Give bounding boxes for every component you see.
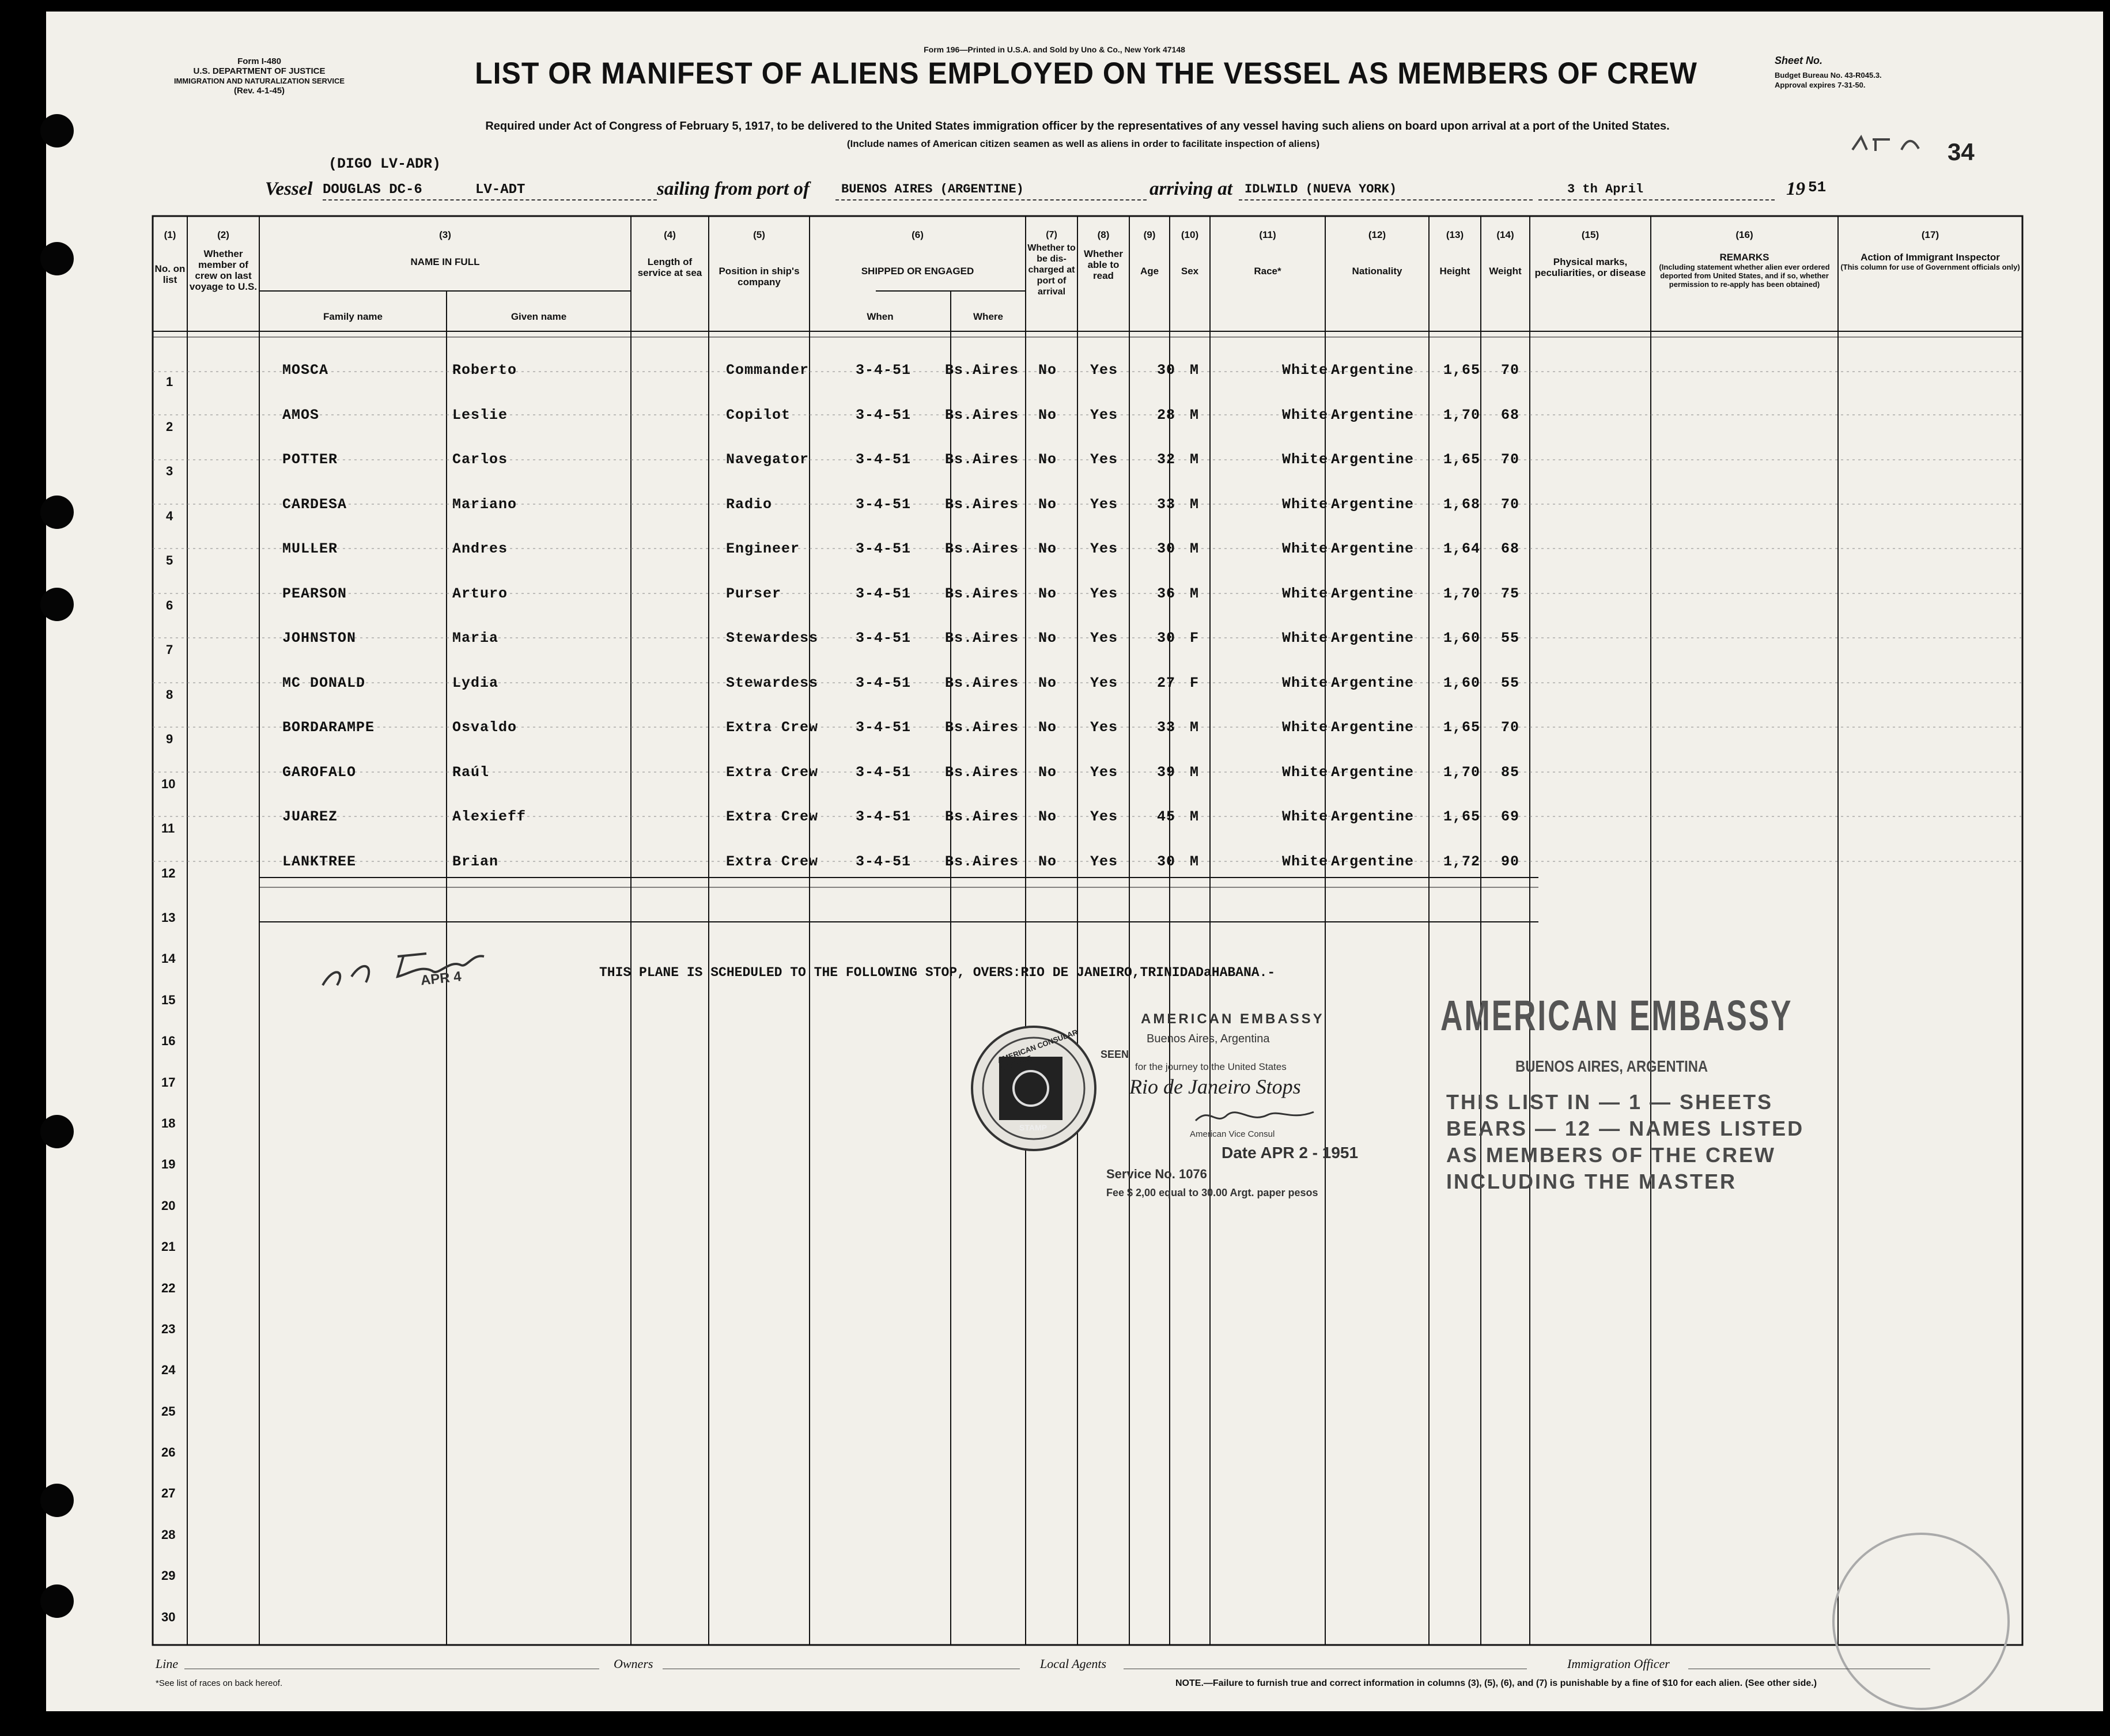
- cell-given: Andres: [452, 540, 508, 557]
- col-header-name: [259, 229, 631, 267]
- cell-sex: M: [1190, 362, 1200, 379]
- cell-when: 3-4-51: [856, 540, 912, 557]
- cell-discharged: No: [1038, 674, 1057, 691]
- empty-row-number: 19: [161, 1157, 176, 1172]
- cell-position: Purser: [726, 585, 782, 602]
- empty-row-number: 26: [161, 1445, 176, 1460]
- cell-where: Bs.Aires: [945, 540, 1019, 557]
- cell-where: Bs.Aires: [945, 853, 1019, 870]
- col-label: SHIPPED OR ENGAGED: [861, 266, 974, 277]
- col-given-name: Given name: [511, 311, 567, 322]
- cell-discharged: No: [1038, 719, 1057, 736]
- cell-nationality: Argentine: [1331, 496, 1415, 513]
- cell-race: White: [1282, 451, 1329, 468]
- cell-age: 33: [1157, 496, 1176, 513]
- row-number: 12: [161, 865, 176, 880]
- cell-weight: 69: [1501, 808, 1520, 825]
- cell-sex: M: [1190, 540, 1200, 557]
- col-label: Whether member of crew on last voyage to U.S.: [189, 248, 258, 292]
- col-label: Race*: [1254, 266, 1281, 277]
- col-label: No. on list: [154, 263, 186, 285]
- schedule-note: THIS PLANE IS SCHEDULED TO THE FOLLOWING STOP, OVERS:RIO DE JANEIRO,TRINIDADaHABANA.-: [599, 965, 1276, 980]
- cell-weight: 70: [1501, 496, 1520, 513]
- cell-where: Bs.Aires: [945, 808, 1019, 825]
- cell-discharged: No: [1038, 362, 1057, 379]
- col-num: (13): [1446, 229, 1464, 240]
- col-label: Whether to be dis-charged at port of arrival: [1027, 243, 1076, 297]
- col-label: Physical marks, peculiarities, or disease: [1534, 256, 1646, 278]
- col-num: (17): [1921, 229, 1939, 240]
- col-num: (14): [1496, 229, 1514, 240]
- cell-weight: 85: [1501, 763, 1520, 781]
- sailing-label: sailing from port of: [657, 179, 810, 199]
- cell-age: 39: [1157, 763, 1176, 781]
- empty-row-number: 20: [161, 1198, 176, 1213]
- cell-family: JOHNSTON: [282, 630, 357, 646]
- registration-note: (DIGO LV-ADR): [328, 156, 441, 172]
- empty-row-number: 30: [161, 1609, 176, 1624]
- cell-weight: 75: [1501, 585, 1520, 602]
- empty-row-number: 27: [161, 1486, 176, 1501]
- cell-weight: 55: [1501, 674, 1520, 691]
- cell-race: White: [1282, 763, 1329, 781]
- empty-row-number: 15: [161, 992, 176, 1007]
- footer-officer-label: Immigration Officer: [1567, 1656, 1670, 1671]
- cell-position: Extra Crew: [726, 853, 819, 870]
- footer-fine-note: NOTE.—Failure to furnish true and correct information in columns (3), (5), (6), and (7) is punishable by a fine of $10 for each alien. (See other side.): [1175, 1678, 1817, 1688]
- col-num: (4): [664, 229, 676, 240]
- year-written: 51: [1808, 179, 1827, 196]
- cell-height: 1,60: [1443, 674, 1481, 691]
- row-number: 9: [166, 732, 173, 746]
- cell-given: Maria: [452, 630, 499, 646]
- cell-position: Extra Crew: [726, 808, 819, 825]
- cell-age: 45: [1157, 808, 1176, 825]
- cell-race: White: [1282, 406, 1329, 423]
- budget-bureau: Budget Bureau No. 43-R045.3.: [1775, 71, 1882, 80]
- cell-where: Bs.Aires: [945, 630, 1019, 646]
- vice-consul-signature: [1193, 1103, 1319, 1129]
- cell-nationality: Argentine: [1331, 719, 1415, 736]
- vessel-registration: LV-ADT: [475, 182, 525, 198]
- embassy-stamp-city: BUENOS AIRES, ARGENTINA: [1515, 1057, 1708, 1075]
- empty-row-number: 18: [161, 1115, 176, 1130]
- cell-given: Carlos: [452, 451, 508, 468]
- cell-nationality: Argentine: [1331, 406, 1415, 423]
- cell-when: 3-4-51: [856, 674, 912, 691]
- cell-sex: M: [1190, 763, 1200, 781]
- cell-read: Yes: [1090, 719, 1118, 736]
- cell-read: Yes: [1090, 808, 1118, 825]
- col-num: (11): [1259, 229, 1276, 240]
- cell-read: Yes: [1090, 451, 1118, 468]
- col-label: Whether able to read: [1084, 248, 1123, 281]
- col-header-position: [709, 229, 810, 288]
- cell-age: 33: [1157, 719, 1176, 736]
- seal-stamp-text: STAMP: [1019, 1123, 1047, 1132]
- cell-height: 1,70: [1443, 763, 1481, 781]
- col-header-discharged: [1026, 229, 1077, 297]
- col-label: Length of service at sea: [637, 256, 702, 278]
- col-header-race: [1210, 229, 1325, 277]
- cell-sex: M: [1190, 853, 1200, 870]
- cell-age: 30: [1157, 630, 1176, 646]
- col-num: (8): [1097, 229, 1110, 240]
- cell-read: Yes: [1090, 362, 1118, 379]
- cell-discharged: No: [1038, 853, 1057, 870]
- signature-icon: [1193, 1103, 1319, 1129]
- row-number: 8: [166, 687, 173, 702]
- page-subtitle: Required under Act of Congress of February 5, 1917, to be delivered to the United States immigration officer by the representatives of any vessel having such aliens on board upon arrival at a port of the United States.: [485, 120, 1670, 133]
- service-name: IMMIGRATION AND NATURALIZATION SERVICE: [173, 77, 345, 85]
- cell-read: Yes: [1090, 674, 1118, 691]
- cell-given: Alexieff: [452, 808, 527, 825]
- cell-height: 1,65: [1443, 362, 1481, 379]
- cell-position: Commander: [726, 362, 810, 379]
- include-note: (Include names of American citizen seamen as well as aliens in order to facilitate inspection of aliens): [846, 138, 1320, 149]
- cell-when: 3-4-51: [856, 630, 912, 646]
- embassy-line: BEARS — 12 — NAMES LISTED: [1446, 1117, 1805, 1140]
- cell-height: 1,72: [1443, 853, 1481, 870]
- cell-sex: M: [1190, 406, 1200, 423]
- cell-position: Copilot: [726, 406, 791, 423]
- col-num: (9): [1143, 229, 1156, 240]
- corner-mark: 34: [1948, 138, 1975, 165]
- cell-when: 3-4-51: [856, 719, 912, 736]
- cell-weight: 55: [1501, 630, 1520, 646]
- cell-sex: M: [1190, 585, 1200, 602]
- row-number: 7: [166, 642, 173, 657]
- cell-sex: M: [1190, 451, 1200, 468]
- col-label: Age: [1140, 266, 1159, 277]
- cell-sex: M: [1190, 808, 1200, 825]
- cell-where: Bs.Aires: [945, 406, 1019, 423]
- col-header-remarks: [1651, 229, 1838, 289]
- consul-embassy: AMERICAN EMBASSY: [1141, 1011, 1325, 1027]
- cell-discharged: No: [1038, 451, 1057, 468]
- cell-sex: F: [1190, 630, 1200, 646]
- empty-row-number: 24: [161, 1363, 176, 1378]
- cell-race: White: [1282, 540, 1329, 557]
- cell-discharged: No: [1038, 406, 1057, 423]
- col-header-action: [1838, 229, 2022, 271]
- consul-vice-consul: American Vice Consul: [1190, 1129, 1275, 1139]
- col-header-service: [631, 229, 709, 278]
- cell-when: 3-4-51: [856, 853, 912, 870]
- sheet-no-label: Sheet No.: [1775, 55, 1823, 66]
- col-header-height: [1429, 229, 1481, 277]
- cell-race: White: [1282, 719, 1329, 736]
- cell-height: 1,65: [1443, 719, 1481, 736]
- cell-height: 1,68: [1443, 496, 1481, 513]
- cell-age: 30: [1157, 540, 1176, 557]
- arriving-label: arriving at: [1149, 179, 1232, 199]
- col-when: When: [867, 311, 894, 322]
- consul-journey: for the journey to the United States: [1135, 1061, 1287, 1072]
- cell-height: 1,65: [1443, 808, 1481, 825]
- empty-row-number: 21: [161, 1239, 176, 1254]
- row-number: 5: [166, 553, 173, 568]
- cell-age: 30: [1157, 853, 1176, 870]
- revision: (Rev. 4-1-45): [233, 86, 285, 96]
- consul-date: Date APR 2 - 1951: [1222, 1144, 1359, 1162]
- cell-family: CARDESA: [282, 496, 347, 513]
- cell-age: 32: [1157, 451, 1176, 468]
- cell-family: LANKTREE: [282, 853, 357, 870]
- cell-family: BORDARAMPE: [282, 719, 375, 736]
- cell-given: Raúl: [452, 763, 490, 781]
- col-header-sex: [1170, 229, 1210, 277]
- cell-discharged: No: [1038, 630, 1057, 646]
- cell-when: 3-4-51: [856, 451, 912, 468]
- row-number: 10: [161, 776, 176, 791]
- col-label: REMARKS: [1719, 252, 1769, 263]
- cell-position: Radio: [726, 496, 773, 513]
- cell-nationality: Argentine: [1331, 451, 1415, 468]
- cell-height: 1,60: [1443, 630, 1481, 646]
- cell-position: Engineer: [726, 540, 800, 557]
- cell-weight: 90: [1501, 853, 1520, 870]
- col-header-read: [1077, 229, 1129, 281]
- date-value: 3 th April: [1567, 182, 1644, 196]
- col-header-nationality: [1325, 229, 1429, 277]
- cell-given: Roberto: [452, 362, 517, 379]
- embassy-stamp-title: AMERICAN EMBASSY: [1440, 992, 1793, 1039]
- cell-height: 1,65: [1443, 451, 1481, 468]
- cell-read: Yes: [1090, 630, 1118, 646]
- cell-nationality: Argentine: [1331, 585, 1415, 602]
- cell-given: Arturo: [452, 585, 508, 602]
- cell-height: 1,70: [1443, 585, 1481, 602]
- consul-handwritten-stops: Rio de Janeiro Stops: [1129, 1075, 1301, 1098]
- col-header-age: [1129, 229, 1170, 277]
- cell-race: White: [1282, 362, 1329, 379]
- empty-row-number: 13: [161, 910, 176, 925]
- cell-given: Lydia: [452, 674, 499, 691]
- department-name: U.S. DEPARTMENT OF JUSTICE: [193, 66, 326, 76]
- cell-discharged: No: [1038, 808, 1057, 825]
- cell-race: White: [1282, 585, 1329, 602]
- cell-family: PEARSON: [282, 585, 347, 602]
- cell-position: Navegator: [726, 451, 810, 468]
- row-number: 6: [166, 597, 173, 612]
- cell-family: JUAREZ: [282, 808, 338, 825]
- cell-when: 3-4-51: [856, 763, 912, 781]
- cell-race: White: [1282, 808, 1329, 825]
- col-header-weight: [1481, 229, 1530, 277]
- cell-discharged: No: [1038, 496, 1057, 513]
- col-num: (15): [1581, 229, 1599, 240]
- cell-position: Stewardess: [726, 674, 819, 691]
- manifest-sheet: [46, 12, 2103, 1711]
- faint-seal-icon: [1832, 1533, 2010, 1710]
- col-label: Height: [1439, 266, 1470, 277]
- cell-family: MC DONALD: [282, 674, 366, 691]
- cell-given: Osvaldo: [452, 719, 517, 736]
- empty-row-number: 17: [161, 1075, 176, 1090]
- col-family-name: Family name: [323, 311, 383, 322]
- cell-height: 1,64: [1443, 540, 1481, 557]
- cell-weight: 68: [1501, 540, 1520, 557]
- cell-when: 3-4-51: [856, 496, 912, 513]
- col-num: (10): [1181, 229, 1199, 240]
- col-num: (7): [1046, 230, 1057, 240]
- footer-races-note: *See list of races on back hereof.: [156, 1678, 283, 1688]
- cell-nationality: Argentine: [1331, 630, 1415, 646]
- row-number: 4: [166, 508, 173, 523]
- cell-given: Brian: [452, 853, 499, 870]
- consul-fee: Fee $ 2,00 equal to 30.00 Argt. paper pesos: [1106, 1187, 1318, 1198]
- col-header-no: [153, 229, 187, 285]
- col-where: Where: [973, 311, 1003, 322]
- empty-row-number: 28: [161, 1527, 176, 1542]
- cell-weight: 70: [1501, 451, 1520, 468]
- cell-sex: M: [1190, 496, 1200, 513]
- col-header-shipped: [810, 229, 1026, 277]
- col-label: Nationality: [1352, 266, 1402, 277]
- form-number: Form I-480: [237, 56, 281, 66]
- empty-row-number: 23: [161, 1321, 176, 1336]
- cell-where: Bs.Aires: [945, 362, 1019, 379]
- vessel-value: DOUGLAS DC-6: [323, 182, 422, 198]
- embassy-stamp-count: [1446, 1089, 1804, 1195]
- footer-agents-label: Local Agents: [1040, 1656, 1107, 1671]
- cell-race: White: [1282, 496, 1329, 513]
- cell-family: MULLER: [282, 540, 338, 557]
- consul-service-no: Service No. 1076: [1106, 1167, 1207, 1181]
- cell-read: Yes: [1090, 406, 1118, 423]
- cell-weight: 70: [1501, 362, 1520, 379]
- vessel-label: Vessel: [265, 179, 313, 199]
- col-num: (2): [217, 229, 229, 240]
- cell-position: Stewardess: [726, 630, 819, 646]
- col-num: (6): [912, 229, 924, 240]
- sailing-value: BUENOS AIRES (ARGENTINE): [841, 182, 1024, 196]
- col-num: (1): [164, 229, 176, 240]
- col-label: Action of Immigrant Inspector: [1861, 252, 2000, 263]
- cell-weight: 68: [1501, 406, 1520, 423]
- arriving-value: IDLWILD (NUEVA YORK): [1245, 182, 1397, 196]
- cell-read: Yes: [1090, 763, 1118, 781]
- printer-line: Form 196—Printed in U.S.A. and Sold by Uno & Co., New York 47148: [924, 45, 1185, 54]
- cell-given: Leslie: [452, 406, 508, 423]
- row-number: 3: [166, 464, 173, 478]
- cell-when: 3-4-51: [856, 585, 912, 602]
- cell-age: 30: [1157, 362, 1176, 379]
- col-num: (3): [439, 229, 451, 240]
- footer-line-label: Line: [156, 1656, 179, 1671]
- cell-where: Bs.Aires: [945, 763, 1019, 781]
- consul-city: Buenos Aires, Argentina: [1147, 1032, 1270, 1045]
- empty-row-number: 29: [161, 1568, 176, 1583]
- col-num: (16): [1735, 229, 1753, 240]
- col-header-physical: [1530, 229, 1651, 278]
- seal-text: AMERICAN CONSULAR SERVICE: [996, 1027, 1079, 1073]
- empty-row-number: 14: [161, 951, 176, 966]
- signature-icon: [311, 931, 501, 994]
- embassy-line: THIS LIST IN — 1 — SHEETS: [1446, 1090, 1774, 1114]
- consular-seal: [971, 1026, 1096, 1151]
- cell-nationality: Argentine: [1331, 853, 1415, 870]
- cell-where: Bs.Aires: [945, 674, 1019, 691]
- cell-discharged: No: [1038, 763, 1057, 781]
- row-number: 1: [166, 375, 173, 389]
- embassy-line: INCLUDING THE MASTER: [1446, 1170, 1737, 1193]
- cell-read: Yes: [1090, 496, 1118, 513]
- cell-family: AMOS: [282, 406, 320, 423]
- page-title: LIST OR MANIFEST OF ALIENS EMPLOYED ON THE VESSEL AS MEMBERS OF CREW: [475, 56, 1697, 90]
- col-num: (5): [753, 229, 765, 240]
- cell-discharged: No: [1038, 540, 1057, 557]
- cell-nationality: Argentine: [1331, 808, 1415, 825]
- cell-read: Yes: [1090, 540, 1118, 557]
- cell-nationality: Argentine: [1331, 540, 1415, 557]
- cell-when: 3-4-51: [856, 406, 912, 423]
- cell-family: POTTER: [282, 451, 338, 468]
- col-header-member: [187, 229, 259, 292]
- cell-where: Bs.Aires: [945, 451, 1019, 468]
- row-number: 11: [161, 821, 175, 835]
- cell-race: White: [1282, 630, 1329, 646]
- cell-given: Mariano: [452, 496, 517, 513]
- cell-sex: M: [1190, 719, 1200, 736]
- col-label: Sex: [1181, 266, 1199, 277]
- col-sublabel: (Including statement whether alien ever ordered deported from United States, and if so, whether permission to re-apply has been obtained): [1659, 263, 1830, 289]
- cell-sex: F: [1190, 674, 1200, 691]
- cell-age: 36: [1157, 585, 1176, 602]
- cell-position: Extra Crew: [726, 763, 819, 781]
- cell-weight: 70: [1501, 719, 1520, 736]
- cell-age: 28: [1157, 406, 1176, 423]
- year-printed: 19: [1786, 179, 1805, 199]
- col-sublabel: (This column for use of Government officials only): [1840, 263, 2020, 271]
- row-number: 2: [166, 419, 173, 434]
- cell-nationality: Argentine: [1331, 362, 1415, 379]
- cell-when: 3-4-51: [856, 808, 912, 825]
- cell-family: GAROFALO: [282, 763, 357, 781]
- empty-row-number: 16: [161, 1034, 176, 1049]
- cell-race: White: [1282, 853, 1329, 870]
- col-num: (12): [1368, 229, 1386, 240]
- cell-height: 1,70: [1443, 406, 1481, 423]
- footer-owners-label: Owners: [614, 1656, 653, 1671]
- cell-discharged: No: [1038, 585, 1057, 602]
- col-label: NAME IN FULL: [410, 256, 480, 267]
- cell-when: 3-4-51: [856, 362, 912, 379]
- col-label: Weight: [1489, 266, 1522, 277]
- cell-nationality: Argentine: [1331, 763, 1415, 781]
- cell-position: Extra Crew: [726, 719, 819, 736]
- consul-seen: SEEN: [1101, 1049, 1129, 1060]
- cell-read: Yes: [1090, 853, 1118, 870]
- cell-race: White: [1282, 674, 1329, 691]
- approval-expiry: Approval expires 7-31-50.: [1775, 81, 1866, 89]
- cell-age: 27: [1157, 674, 1176, 691]
- embassy-line: AS MEMBERS OF THE CREW: [1446, 1143, 1776, 1167]
- inspector-signature: [311, 931, 501, 994]
- cell-family: MOSCA: [282, 362, 329, 379]
- cell-read: Yes: [1090, 585, 1118, 602]
- empty-row-number: 22: [161, 1280, 176, 1295]
- empty-row-number: 25: [161, 1404, 176, 1419]
- cell-where: Bs.Aires: [945, 496, 1019, 513]
- inspector-date-stamp: APR 4: [419, 969, 462, 989]
- col-label: Position in ship's company: [719, 266, 800, 288]
- cell-where: Bs.Aires: [945, 585, 1019, 602]
- cell-where: Bs.Aires: [945, 719, 1019, 736]
- cell-nationality: Argentine: [1331, 674, 1415, 691]
